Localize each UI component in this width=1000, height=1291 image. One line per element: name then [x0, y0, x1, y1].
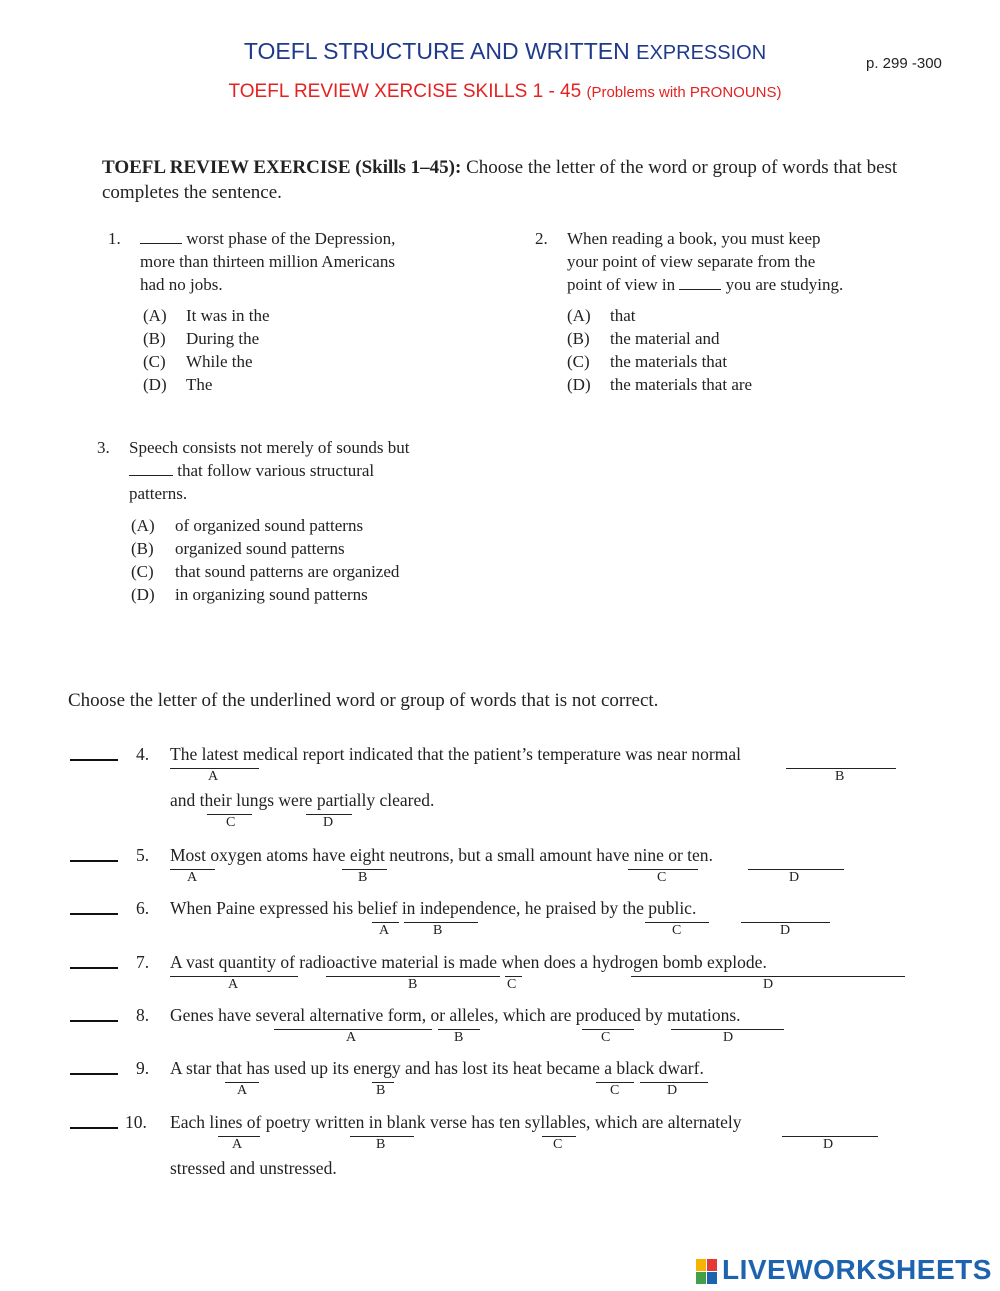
underlined-segment: which [502, 1005, 546, 1025]
sentence-text: made when [454, 952, 544, 972]
letter-a: A [232, 1137, 243, 1152]
logo-tile-green [696, 1272, 706, 1284]
option-letter: (D) [143, 375, 167, 394]
underlined-segment: have [312, 845, 346, 865]
underlined-segment: his [332, 898, 354, 918]
logo-tile-yellow [696, 1259, 706, 1271]
sentence-text: lungs [231, 790, 279, 810]
answer-line[interactable] [70, 1072, 118, 1075]
letter-b: B [835, 769, 845, 784]
question-text: worst phase of the Depression, [186, 229, 396, 248]
underlined-segment: heat [512, 1058, 543, 1078]
part2-instruction: Choose the letter of the underlined word or group of words that is not correct. [68, 690, 659, 711]
letter-c: C [672, 923, 682, 938]
sentence-text: partially cleared. [312, 790, 435, 810]
underlined-segment: has [471, 1112, 495, 1132]
option-b[interactable] [567, 329, 720, 349]
option-text: organized sound patterns [175, 539, 345, 558]
option-text: in organizing sound patterns [175, 585, 368, 604]
option-a[interactable] [143, 306, 270, 326]
underlined-segment: form [387, 1005, 422, 1025]
worksheet-subtitle [0, 81, 1000, 103]
question-10-continued [0, 1158, 1000, 1208]
question-text: that follow various structural [177, 461, 375, 480]
letter-c: C [657, 870, 667, 885]
underlined-segment: does a hydrogen bomb explode [543, 952, 763, 972]
underlined-segment: several alternative [255, 1005, 384, 1025]
sentence [170, 952, 767, 973]
letter-a: A [379, 923, 390, 938]
sentence-text: in blank verse [364, 1112, 472, 1132]
sentence-text: ten syllables, which are [494, 1112, 668, 1132]
letter-d: D [723, 1030, 734, 1045]
sentence [170, 898, 696, 919]
underlined-segment: their [199, 790, 232, 810]
sentence-text: . [691, 898, 697, 918]
underlined-segment: near normal [656, 744, 741, 764]
option-letter: (C) [143, 352, 166, 371]
option-d[interactable] [143, 375, 213, 395]
question-number: 1. [108, 229, 121, 248]
option-letter: (B) [567, 329, 590, 348]
question-number: 9. [136, 1058, 150, 1078]
option-b[interactable] [131, 539, 345, 559]
letter-a: A [187, 870, 198, 885]
question-number: 10. [125, 1112, 147, 1132]
sentence-text: , or alleles, [421, 1005, 503, 1025]
letter-c: C [601, 1030, 611, 1045]
question-number: 4. [136, 744, 150, 764]
answer-blank[interactable] [129, 463, 173, 476]
option-text: the materials that are [610, 375, 753, 394]
worksheet-title [0, 38, 1000, 65]
question-number: 5. [136, 845, 150, 865]
underlined-segment: Most [170, 845, 206, 865]
question-number: 2. [535, 229, 548, 248]
sentence-text: Genes have [170, 1005, 256, 1025]
option-d[interactable] [567, 375, 753, 395]
underlined-segment: became [546, 1058, 600, 1078]
sentence-text: A star [170, 1058, 216, 1078]
question-10 [0, 1112, 1000, 1162]
question-7 [0, 952, 1000, 1002]
question-text: When reading a book, you must keep [567, 229, 821, 248]
option-letter: (D) [131, 585, 155, 604]
question-text: patterns. [129, 484, 188, 503]
sentence-text: independence, he [415, 898, 546, 918]
answer-line[interactable] [70, 1019, 118, 1022]
sentence [170, 1005, 741, 1026]
question-number: 8. [136, 1005, 150, 1025]
question-number: 6. [136, 898, 150, 918]
part1-instruction [102, 155, 922, 205]
option-d[interactable] [131, 585, 368, 605]
letter-b: B [376, 1137, 386, 1152]
logo-text: LIVEWORKSHEETS [722, 1254, 992, 1285]
letter-d: D [780, 923, 791, 938]
question-text: you are studying. [725, 275, 844, 294]
sentence-text: mutations. [662, 1005, 741, 1025]
sentence-text: a black dwarf. [599, 1058, 704, 1078]
subtitle-small: (Problems with PRONOUNS) [586, 84, 782, 101]
answer-line[interactable] [70, 1126, 118, 1129]
underlined-segment: belief in [357, 898, 416, 918]
question-number: 7. [136, 952, 150, 972]
sentence [170, 1112, 742, 1133]
letter-d: D [823, 1137, 834, 1152]
letter-c: C [553, 1137, 563, 1152]
underlined-segment: is [443, 952, 455, 972]
answer-line[interactable] [70, 758, 118, 761]
question-text: had no jobs. [140, 275, 223, 294]
option-letter: (D) [567, 375, 591, 394]
option-text: the materials that [610, 352, 728, 371]
letter-d: D [323, 815, 334, 830]
option-letter: (C) [131, 562, 154, 581]
liveworksheets-logo [696, 1253, 996, 1287]
sentence [170, 790, 434, 811]
answer-line[interactable] [70, 859, 118, 862]
underlined-segment: The latest [170, 744, 239, 764]
answer-line[interactable] [70, 912, 118, 915]
letter-d: D [789, 870, 800, 885]
underlined-segment: produced by [575, 1005, 663, 1025]
underlined-segment: amount [539, 845, 592, 865]
sentence-text: have [591, 845, 634, 865]
question-text: more than thirteen million Americans [140, 252, 395, 271]
question-text: Speech consists not merely of sounds but [129, 438, 410, 457]
option-b[interactable] [143, 329, 260, 349]
option-c[interactable] [131, 562, 400, 582]
option-text: that sound patterns are organized [175, 562, 400, 581]
sentence-text: of [275, 952, 300, 972]
underlined-segment: A vast quantity [170, 952, 276, 972]
question-6 [0, 898, 1000, 948]
question-4 [0, 744, 1000, 794]
logo-icon [696, 1259, 718, 1285]
sentence-text: are [545, 1005, 576, 1025]
option-text: the material and [610, 329, 720, 348]
sentence-text: Each [170, 1112, 210, 1132]
question-5 [0, 845, 1000, 895]
sentence-text: When Paine expressed [170, 898, 333, 918]
letter-a: A [228, 977, 239, 992]
underlined-segment: alternately [667, 1112, 742, 1132]
exercise-heading: TOEFL REVIEW EXERCISE (Skills 1–45): [102, 157, 462, 178]
letter-a: A [237, 1083, 248, 1098]
underlined-segment: nine or ten [633, 845, 709, 865]
underlined-segment: lines [209, 1112, 243, 1132]
sentence [170, 845, 713, 866]
answer-line[interactable] [70, 966, 118, 969]
letter-c: C [226, 815, 236, 830]
title-main: TOEFL STRUCTURE AND WRITTEN [243, 38, 630, 64]
sentence-text: stressed and unstressed. [170, 1158, 337, 1178]
page-reference: p. 299 -300 [866, 55, 942, 72]
sentence-text: has used up [241, 1058, 333, 1078]
option-letter: (C) [567, 352, 590, 371]
sentence-text: . [762, 952, 767, 972]
underlined-segment: were [278, 790, 313, 810]
letter-c: C [610, 1083, 620, 1098]
option-letter: (B) [143, 329, 166, 348]
title-main-small: EXPRESSION [636, 42, 767, 64]
sentence [170, 1058, 704, 1079]
option-text: of organized sound patterns [175, 516, 364, 535]
letter-c: C [507, 977, 517, 992]
sentence-text: and [170, 790, 200, 810]
question-text: point of view in [567, 275, 676, 294]
question-4-continued [0, 790, 1000, 840]
subtitle-main: TOEFL REVIEW XERCISE SKILLS 1 - 45 [228, 81, 582, 102]
question-9 [0, 1058, 1000, 1108]
letter-b: B [376, 1083, 386, 1098]
underlined-segment: that [215, 1058, 242, 1078]
logo-tile-blue [707, 1272, 717, 1284]
underlined-segment: written [314, 1112, 365, 1132]
sentence-text: of poetry [242, 1112, 315, 1132]
letter-b: B [433, 923, 443, 938]
letter-b: B [408, 977, 418, 992]
option-c[interactable] [567, 352, 728, 372]
underlined-segment: radioactive material [299, 952, 439, 972]
underlined-segment: praised [545, 898, 597, 918]
option-c[interactable] [143, 352, 253, 372]
option-letter: (B) [131, 539, 154, 558]
option-letter: (A) [131, 516, 155, 535]
sentence-text: eight neutrons, but a small [345, 845, 540, 865]
letter-b: B [454, 1030, 464, 1045]
option-letter: (A) [567, 306, 591, 325]
underlined-segment: the public [622, 898, 692, 918]
logo-tile-red [707, 1259, 717, 1271]
option-text: It was in the [186, 306, 270, 325]
question-8 [0, 1005, 1000, 1055]
sentence-text: medical report indicated that the patient’s temperature was [238, 744, 657, 764]
option-text: During the [186, 329, 260, 348]
underlined-segment: its [332, 1058, 349, 1078]
letter-a: A [346, 1030, 357, 1045]
letter-d: D [763, 977, 774, 992]
option-text: While the [186, 352, 253, 371]
sentence-text: . [708, 845, 713, 865]
question-number: 3. [97, 438, 110, 457]
answer-blank[interactable] [679, 277, 721, 290]
sentence-text: oxygen atoms [205, 845, 313, 865]
option-a[interactable] [131, 516, 364, 536]
question-text: your point of view separate from the [567, 252, 816, 271]
letter-d: D [667, 1083, 678, 1098]
exercise-instruction: Choose the letter of the word or group of words that best completes the sentence. [102, 157, 898, 203]
sentence [170, 744, 741, 765]
letter-a: A [208, 769, 219, 784]
letter-b: B [358, 870, 368, 885]
sentence-text: energy and has lost its [348, 1058, 513, 1078]
sentence-text: by [596, 898, 623, 918]
option-text: that [610, 306, 636, 325]
option-a[interactable] [567, 306, 636, 326]
option-text: The [186, 375, 213, 394]
option-letter: (A) [143, 306, 167, 325]
answer-blank[interactable] [140, 231, 182, 244]
